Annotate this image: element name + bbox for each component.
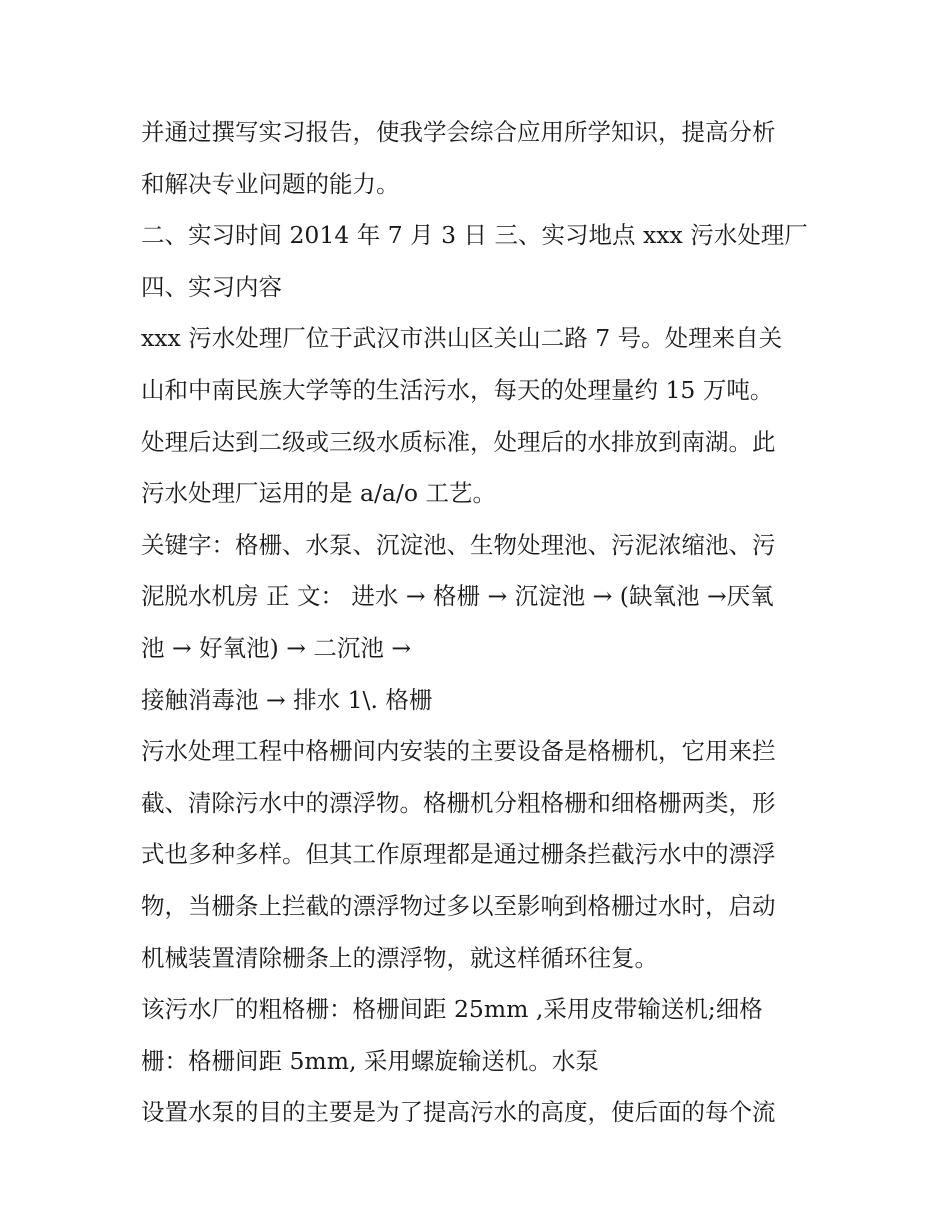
text-line: 处理后达到二级或三级水质标准，处理后的水排放到南湖。此 [141,427,776,456]
document-body [141,107,821,1139]
text-line: 二、实习时间 2014 年 7 月 3 日 三、实习地点 xxx 污水处理厂 [141,221,808,250]
text-line: 式也多种多样。但其工作原理都是通过栅条拦截污水中的漂浮 [141,840,776,869]
text-line: 泥脱水机房 正 文： 进水 → 格栅 → 沉淀池 → (缺氧池 →厌氧 [141,582,774,611]
text-line: 设置水泵的目的主要是为了提高污水的高度，使后面的每个流 [141,1098,776,1127]
text-line: 和解决专业问题的能力。 [141,169,400,198]
text-line: 污水处理工程中格栅间内安装的主要设备是格栅机，它用来拦 [141,737,776,766]
text-line: 关键字：格栅、水泵、沉淀池、生物处理池、污泥浓缩池、污 [141,530,776,559]
text-line: 机械装置清除栅条上的漂浮物，就这样循环往复。 [141,943,658,972]
text-line: xxx 污水处理厂位于武汉市洪山区关山二路 7 号。处理来自关 [141,324,783,353]
text-line: 接触消毒池 → 排水 1\. 格栅 [141,685,433,714]
text-line: 池 → 好氧池) → 二沉池 → [141,633,412,662]
text-line: 并通过撰写实习报告，使我学会综合应用所学知识，提高分析 [141,118,776,146]
text-line: 截、清除污水中的漂浮物。格栅机分粗格栅和细格栅两类，形 [141,788,776,817]
text-line: 栅：格栅间距 5mm, 采用螺旋输送机。水泵 [141,1046,599,1075]
text-line: 该污水厂的粗格栅：格栅间距 25mm ,采用皮带输送机;细格 [141,995,763,1024]
text-line: 物，当栅条上拦截的漂浮物过多以至影响到格栅过水时，启动 [141,891,776,920]
text-line: 山和中南民族大学等的生活污水，每天的处理量约 15 万吨。 [141,375,774,404]
section-heading: 四、实习内容 [141,272,282,301]
text-line: 污水处理厂运用的是 a/a/o 工艺。 [141,479,496,508]
